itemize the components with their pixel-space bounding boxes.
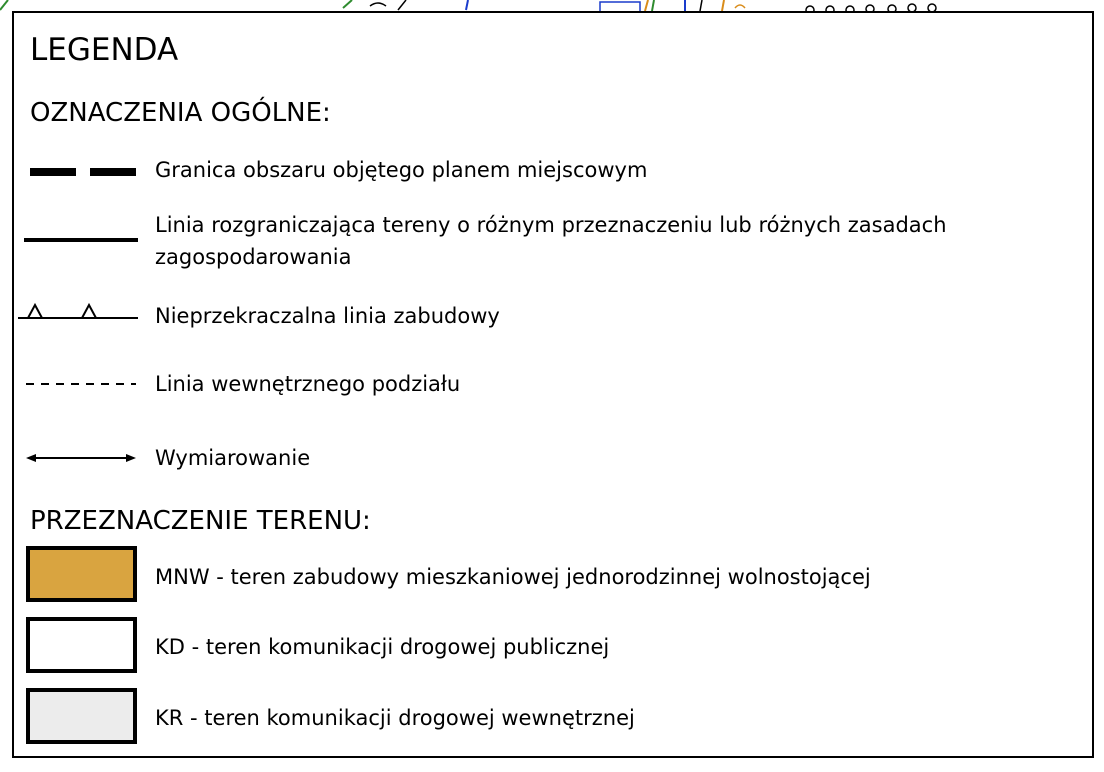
legend-item-label: Wymiarowanie: [155, 446, 311, 470]
legend-title: LEGENDA: [30, 32, 179, 68]
land-use-swatch-kr: [26, 688, 137, 744]
dividing-line-symbol: [24, 228, 140, 252]
land-use-swatch-kd: [26, 617, 137, 673]
dimension-arrow-symbol: [26, 448, 138, 468]
internal-division-symbol: [26, 374, 138, 394]
legend-item-label: KD - teren komunikacji drogowej publicznej: [155, 635, 610, 659]
legend-item-label: Linia rozgraniczająca tereny o różnym przeznaczeniu lub różnych zasadach zagospodarowania: [155, 213, 947, 269]
legend-item-label: Nieprzekraczalna linia zabudowy: [155, 304, 500, 328]
general-markings-heading: OZNACZENIA OGÓLNE:: [30, 98, 331, 128]
legend-item-label: Granica obszaru objętego planem miejscowym: [155, 158, 648, 182]
building-line-symbol: [18, 294, 140, 324]
legend-item-label: KR - teren komunikacji drogowej wewnętrznej: [155, 706, 635, 730]
legend-item-label: MNW - teren zabudowy mieszkaniowej jednorodzinnej wolnostojącej: [155, 565, 871, 589]
legend-item-label: Linia wewnętrznego podziału: [155, 372, 461, 396]
land-use-swatch-mnw: [26, 546, 137, 602]
land-use-heading: PRZEZNACZENIE TERENU:: [30, 506, 371, 536]
plan-boundary-symbol: [28, 160, 138, 184]
